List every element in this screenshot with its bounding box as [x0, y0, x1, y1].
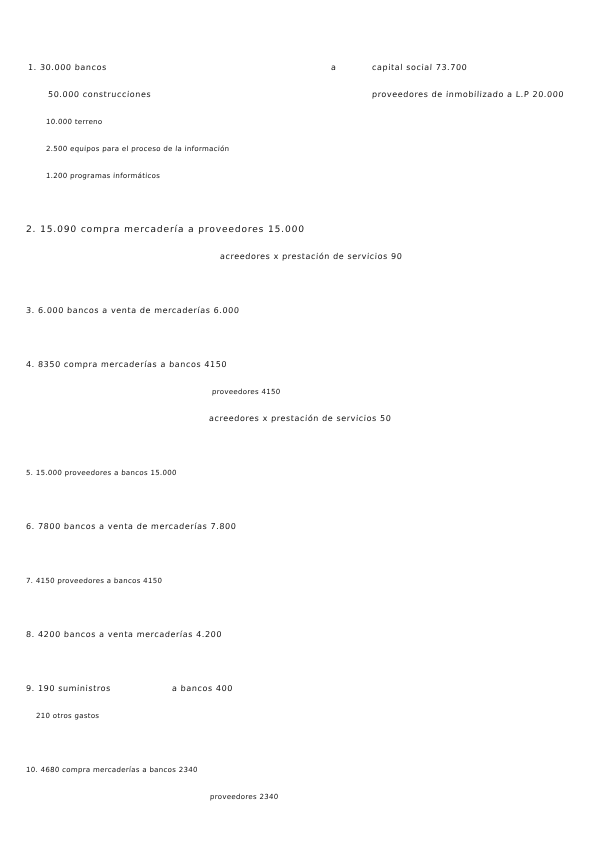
entry-1-debit-line: 1. 30.000 bancos [27, 63, 108, 72]
entry-5-line: 5. 15.000 proveedores a bancos 15.000 [25, 469, 177, 477]
entry-1-credit-line-2: proveedores de inmobilizado a L.P 20.000 [371, 90, 565, 99]
entry-4-credit-line-3: acreedores x prestación de servicios 50 [208, 414, 392, 423]
entry-6-line: 6. 7800 bancos a venta de mercaderías 7.800 [25, 522, 237, 531]
entry-1-debit-line-2: 50.000 construcciones [47, 90, 152, 99]
entry-1-credit-line-1: capital social 73.700 [371, 63, 468, 72]
entry-1-debit-line-3: 10.000 terreno [45, 118, 103, 126]
entry-8-line: 8. 4200 bancos a venta mercaderías 4.200 [25, 630, 223, 639]
entry-2-line: 2. 15.090 compra mercadería a proveedores 15.000 [25, 225, 306, 235]
entry-4-credit-line-2: proveedores 4150 [211, 388, 281, 396]
entry-1-debit-line-5: 1.200 programas informáticos [45, 172, 161, 180]
entry-7-line: 7. 4150 proveedores a bancos 4150 [25, 577, 163, 585]
entry-1-debit-line-4: 2.500 equipos para el proceso de la información [45, 145, 230, 153]
entry-4-line: 4. 8350 compra mercaderías a bancos 4150 [25, 360, 228, 369]
entry-9-credit-line: a bancos 400 [171, 684, 234, 693]
entry-1-a-connector: a [330, 63, 337, 72]
entry-2-credit-line-2: acreedores x prestación de servicios 90 [219, 252, 403, 261]
entry-10-credit-line-2: proveedores 2340 [209, 793, 279, 801]
entry-3-line: 3. 6.000 bancos a venta de mercaderías 6.000 [25, 306, 240, 315]
entry-10-line: 10. 4680 compra mercaderías a bancos 2340 [25, 766, 198, 774]
entry-9-debit-line-2: 210 otros gastos [35, 712, 100, 720]
entry-9-debit-line-1: 9. 190 suministros [25, 684, 112, 693]
